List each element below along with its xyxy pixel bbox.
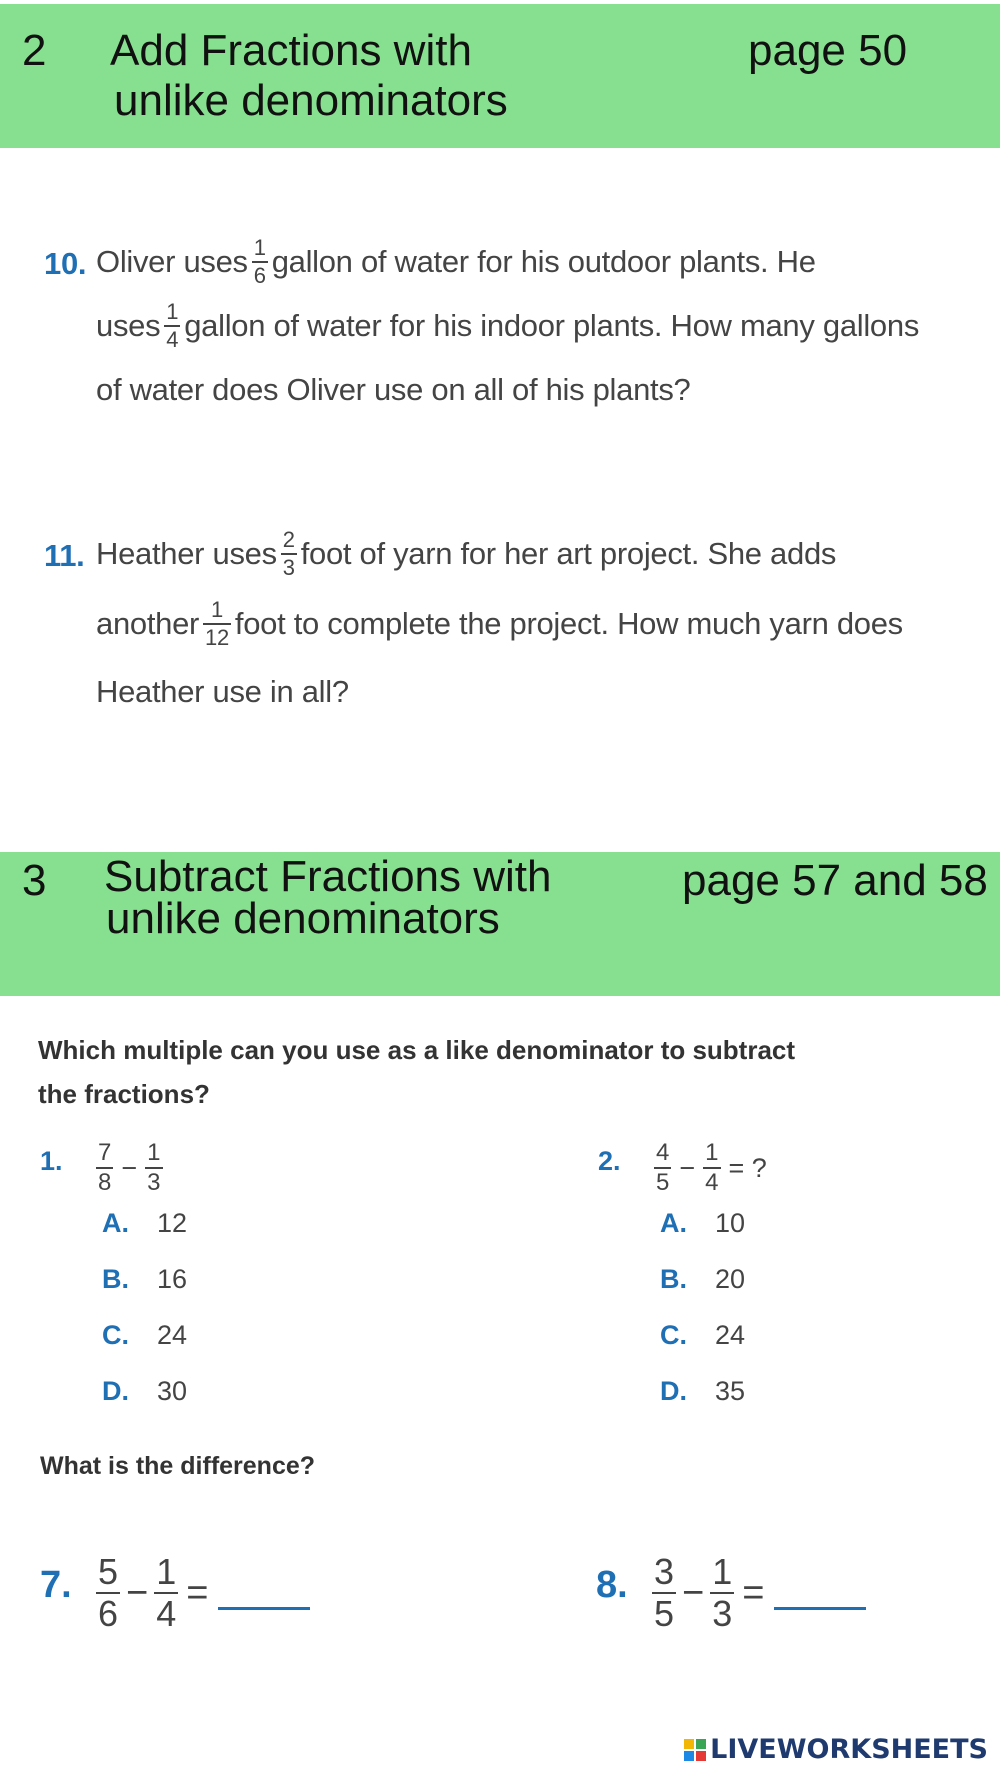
option-value: 30 [157,1376,188,1406]
problem-10 [44,230,964,430]
problem-line-2 [96,592,903,656]
fraction [652,1551,676,1634]
operator: − [121,1152,138,1183]
section-page-ref: page 50 [748,26,908,75]
option-value: 10 [715,1208,746,1238]
logo-text: LIVEWORKSHEETS [710,1734,988,1765]
question-line-2: the fractions? [38,1079,210,1109]
fraction [145,1141,162,1195]
option-letter: C. [102,1320,129,1350]
problem-text: Oliver uses [96,244,248,279]
section-title-line2: unlike denominators [106,894,500,943]
denominator: 5 [656,1169,670,1196]
equals-sign: = [186,1571,209,1614]
option-letter: A. [102,1208,129,1238]
answer-blank[interactable] [218,1577,310,1610]
section-3-header [0,852,1000,996]
problem-number: 10. [44,246,87,281]
denominator: 12 [205,625,229,650]
denominator: 4 [156,1593,177,1634]
fraction [96,1551,120,1634]
option-d[interactable] [660,1376,745,1407]
question-line-1: Which multiple can you use as a like denominator to subtract [38,1035,796,1065]
fraction [96,1141,113,1195]
section-title-line1: Add Fractions with [110,26,472,75]
logo-square [696,1739,706,1749]
fraction-expression [650,1138,767,1198]
numerator: 1 [211,597,223,622]
logo-square [684,1751,694,1761]
section-number: 3 [22,856,47,905]
problem-text: foot to complete the project. How much yarn does [234,606,903,641]
denominator: 3 [712,1593,733,1634]
option-letter: C. [660,1320,687,1350]
problem-text: gallon of water for his outdoor plants. He [271,244,816,279]
difference-problem-8 [596,1538,976,1648]
numerator: 1 [147,1139,161,1166]
operator: − [126,1571,149,1614]
section-title [110,26,508,126]
fraction-expression [648,1538,866,1648]
denominator: 6 [253,263,266,288]
option-value: 24 [715,1320,746,1350]
numerator: 3 [654,1551,675,1592]
option-value: 35 [715,1376,746,1406]
logo-square [696,1751,706,1761]
section-number: 2 [22,26,47,75]
option-value: 20 [715,1264,746,1294]
numerator: 1 [166,299,179,324]
denominator: 4 [166,327,179,352]
option-c[interactable] [102,1320,187,1351]
option-value: 12 [157,1208,188,1238]
problem-line-1 [96,522,836,586]
option-letter: D. [102,1376,129,1406]
logo-square [684,1739,694,1749]
question-heading-difference: What is the difference? [40,1452,316,1480]
question-heading [38,1028,795,1116]
problem-text: Heather uses [96,536,277,571]
liveworksheets-logo [684,1734,988,1765]
equals-sign: = [742,1571,765,1614]
fraction [203,599,231,649]
section-page-ref: page 57 and 58 [682,856,988,905]
numerator: 5 [98,1551,119,1592]
answer-blank[interactable] [774,1577,866,1610]
problem-text: gallon of water for his indoor plants. How many gallons [184,308,920,343]
option-d[interactable] [102,1376,187,1407]
problem-number: 11. [44,538,85,573]
option-c[interactable] [660,1320,745,1351]
fraction-expression [92,1538,310,1648]
option-b[interactable] [660,1264,745,1295]
option-letter: B. [102,1264,129,1294]
question-number: 1. [40,1146,63,1176]
denominator: 4 [705,1169,719,1196]
fraction [703,1141,720,1195]
problem-text: foot of yarn for her art project. She adds [300,536,837,571]
logo-mark-icon [684,1739,706,1761]
numerator: 1 [156,1551,177,1592]
numerator: 1 [705,1139,719,1166]
problem-text: Heather use in all? [96,674,349,709]
denominator: 6 [98,1593,119,1634]
multiple-choice-1 [40,1138,480,1406]
denominator: 5 [654,1593,675,1634]
problem-text: uses [96,308,161,343]
problem-line-1 [96,230,816,294]
section-title-line2: unlike denominators [114,76,508,125]
problem-number: 8. [596,1564,628,1606]
numerator: 1 [712,1551,733,1592]
equals-question: = ? [728,1152,767,1183]
option-value: 24 [157,1320,188,1350]
denominator: 3 [147,1169,161,1196]
option-value: 16 [157,1264,188,1294]
problem-text: another [96,606,200,641]
option-letter: B. [660,1264,687,1294]
section-2-header [0,4,1000,148]
question-number: 2. [598,1146,621,1176]
numerator: 2 [282,527,295,552]
problem-text: of water does Oliver use on all of his plants? [96,372,691,407]
difference-problem-7 [40,1538,480,1648]
problem-line-2 [96,294,919,358]
operator: − [682,1571,705,1614]
fraction [281,529,297,579]
option-letter: D. [660,1376,687,1406]
numerator: 7 [98,1139,112,1166]
problem-number: 7. [40,1564,72,1606]
fraction [164,301,180,351]
operator: − [679,1152,696,1183]
fraction [710,1551,734,1634]
fraction [154,1551,178,1634]
multiple-choice-2 [598,1138,978,1406]
fraction [654,1141,671,1195]
option-a[interactable] [102,1208,187,1239]
fraction-expression [92,1138,167,1198]
option-a[interactable] [660,1208,745,1239]
problem-line-3 [96,358,690,422]
option-letter: A. [660,1208,687,1238]
option-b[interactable] [102,1264,187,1295]
numerator: 1 [253,235,266,260]
section-title [104,852,552,943]
denominator: 8 [98,1169,112,1196]
denominator: 3 [282,555,295,580]
problem-line-3 [96,660,349,724]
problem-11 [44,522,964,732]
numerator: 4 [656,1139,670,1166]
fraction [252,237,268,287]
section-title-line1: Subtract Fractions with [104,852,552,901]
